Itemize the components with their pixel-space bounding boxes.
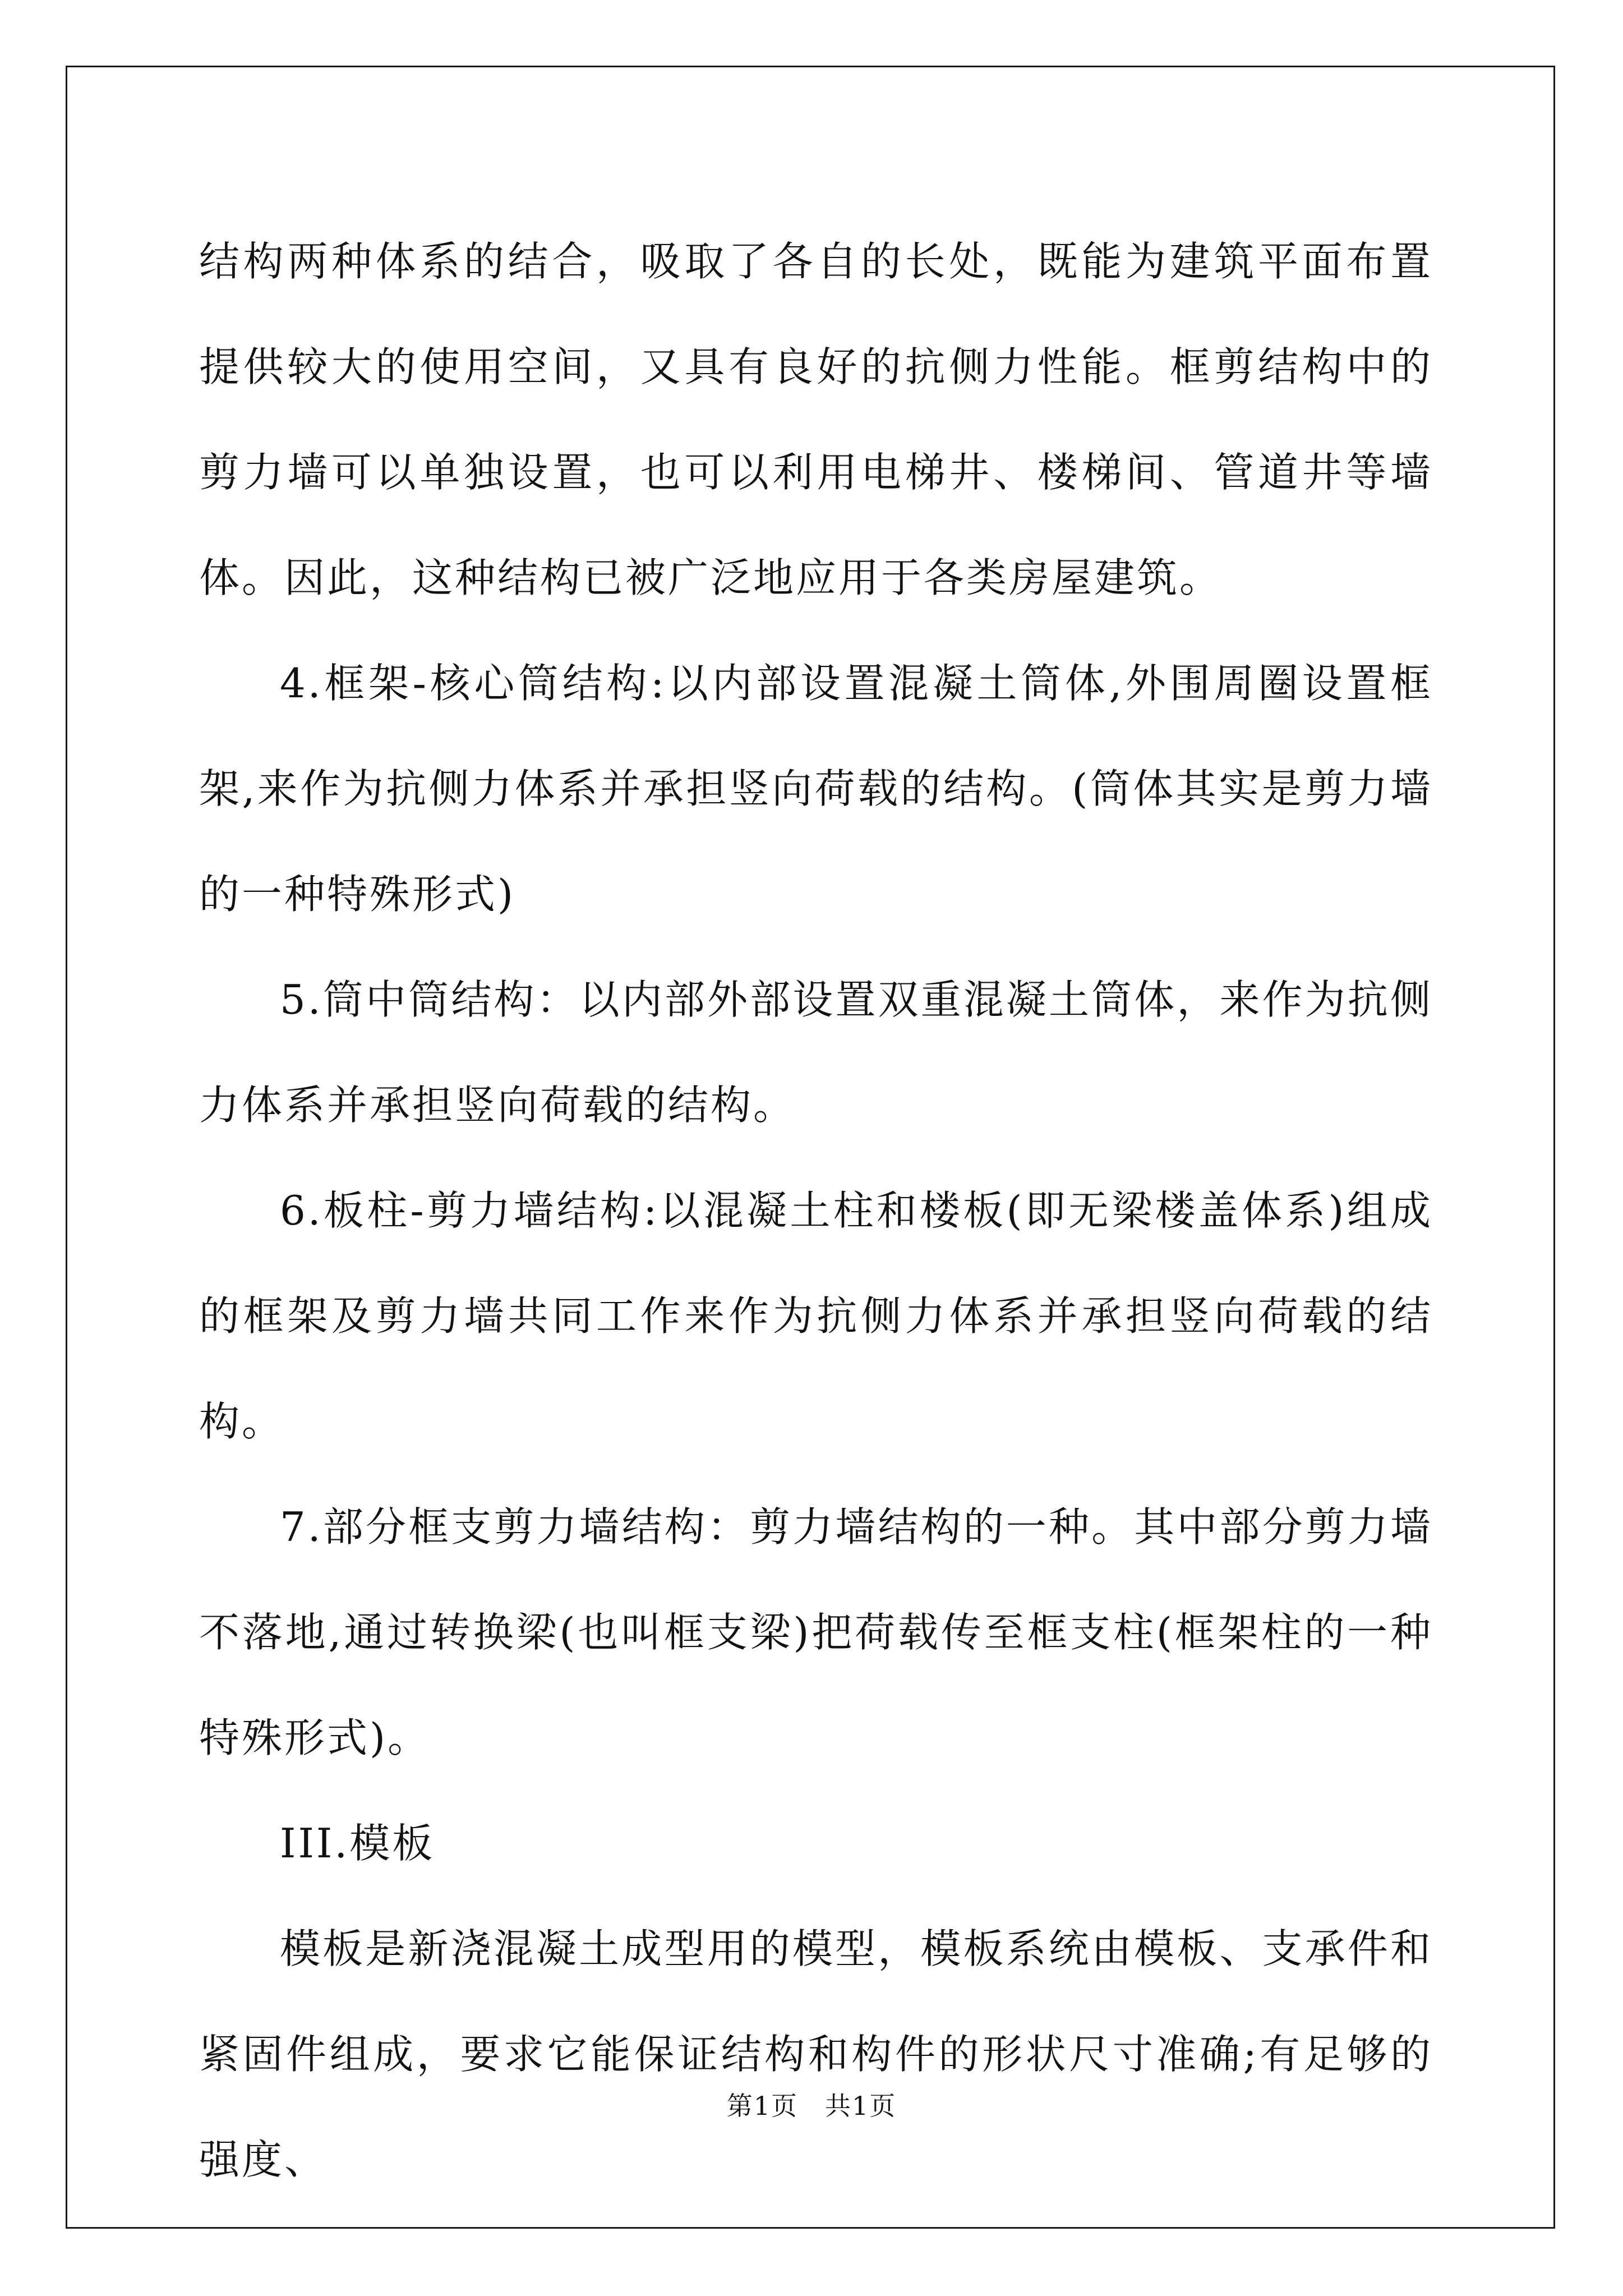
page-footer (0, 2089, 1623, 2123)
page-number: 第1页 共1页 (726, 2091, 897, 2121)
paragraph-formwork: 模板是新浇混凝土成型用的模型，模板系统由模板、支承件和紧固件组成，要求它能保证结构和构件的形状尺寸准确;有足够的强度、 (199, 1925, 1433, 2183)
section-heading-formwork: III.模板 (280, 1820, 435, 1867)
document-body (199, 209, 1433, 2212)
paragraph-frame-supported-shear-wall: 7.部分框支剪力墙结构：剪力墙结构的一种。其中部分剪力墙不落地,通过转换梁(也叫框支梁)把荷载传至框支柱(框架柱的一种特殊形式)。 (199, 1503, 1433, 1761)
paragraph-slab-column-shear-wall: 6.板柱-剪力墙结构:以混凝土柱和楼板(即无梁楼盖体系)组成的框架及剪力墙共同工作来作为抗侧力体系并承担竖向荷载的结构。 (199, 1187, 1433, 1445)
paragraph-tube-in-tube: 5.筒中筒结构：以内部外部设置双重混凝土筒体，来作为抗侧力体系并承担竖向荷载的结构。 (199, 976, 1433, 1129)
paragraph-continuation: 结构两种体系的结合，吸取了各自的长处，既能为建筑平面布置提供较大的使用空间，又具有良好的抗侧力性能。框剪结构中的剪力墙可以单独设置，也可以利用电梯井、楼梯间、管道井等墙体。因此，这种结构已被广泛地应用于各类房屋建筑。 (199, 238, 1433, 601)
paragraph-frame-core-tube: 4.框架-核心筒结构:以内部设置混凝土筒体,外围周圈设置框架,来作为抗侧力体系并承担竖向荷载的结构。(筒体其实是剪力墙的一种特殊形式) (199, 660, 1433, 918)
